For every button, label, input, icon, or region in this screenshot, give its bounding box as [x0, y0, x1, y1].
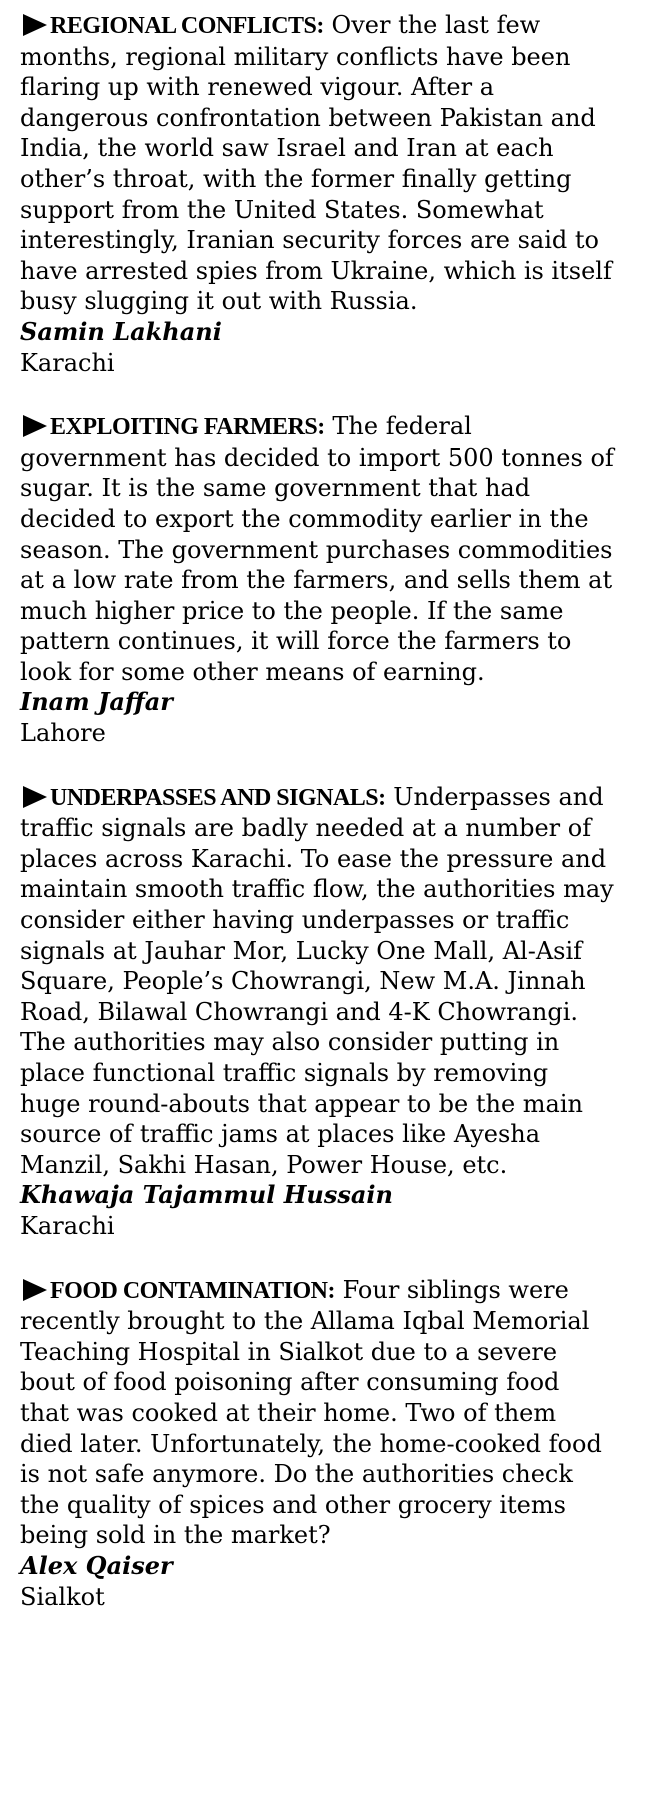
arrow-bullet-icon — [23, 14, 47, 36]
arrow-bullet-icon — [23, 415, 47, 437]
letter-body — [20, 1275, 614, 1551]
letter-city: Sialkot — [20, 1582, 105, 1611]
letter-author: Inam Jaffar — [20, 687, 173, 717]
letter-city: Karachi — [20, 348, 115, 377]
letter-text: Underpasses and traffic signals are badly needed at a number of places across Karachi. To ease the pressure and maintain smooth traffic flow, the authorities may consider either having underpasses or traffic signals at Jauhar Mor, Lucky One Mall, Al-Asif Square, People’s Chowrangi, New M.A. Jinnah Road, Bilawal Chowrangi and 4-K Chowrangi. The authorities may also consider putting in place functional traffic signals by removing huge round-abouts that appear to be the main source of traffic jams at places like Ayesha Manzil, Sakhi Hasan, Power House, etc. — [20, 782, 614, 1179]
letter-body — [20, 411, 614, 687]
letter-regional-conflicts — [20, 10, 614, 378]
letter-text: Over the last few months, regional military conflicts have been flaring up with renewed vigour. After a dangerous confrontation between Pakistan and India, the world saw Israel and Iran at each other’s throat, with the former finally getting support from the United States. Somewhat interestingly, Iranian security forces are said to have arrested spies from Ukraine, which is itself busy slugging it out with Russia. — [20, 11, 612, 316]
letter-underpasses-and-signals — [20, 782, 614, 1242]
letter-city: Karachi — [20, 1211, 115, 1240]
letter-city: Lahore — [20, 719, 106, 748]
letter-author: Alex Qaiser — [20, 1550, 173, 1580]
letter-author: Khawaja Tajammul Hussain — [20, 1180, 393, 1210]
letter-heading: FOOD CONTAMINATION: — [50, 1277, 335, 1304]
letter-food-contamination — [20, 1275, 614, 1613]
letter-body — [20, 782, 614, 1181]
arrow-bullet-icon — [23, 1279, 47, 1301]
letter-author: Samin Lakhani — [20, 316, 222, 346]
letters-column — [20, 10, 614, 1645]
letter-body — [20, 10, 614, 317]
letter-heading: UNDERPASSES AND SIGNALS: — [50, 784, 386, 811]
letter-heading: EXPLOITING FARMERS: — [50, 414, 325, 441]
letter-exploiting-farmers — [20, 411, 614, 749]
letter-text: The federal government has decided to import 500 tonnes of sugar. It is the same government that had decided to export the commodity earlier in the season. The government purchases commodities at a low rate from the farmers, and sells them at much higher price to the people. If the same pattern continues, it will force the farmers to look for some other means of earning. — [20, 412, 614, 686]
letter-text: Four siblings were recently brought to the Allama Iqbal Memorial Teaching Hospital in Sialkot due to a severe bout of food poisoning after consuming food that was cooked at their home. Two of them died later. Unfortunately, the home-cooked food is not safe anymore. Do the authorities check the quality of spices and other grocery items being sold in the market? — [20, 1275, 602, 1550]
letter-heading: REGIONAL CONFLICTS: — [50, 13, 324, 39]
arrow-bullet-icon — [23, 786, 47, 808]
